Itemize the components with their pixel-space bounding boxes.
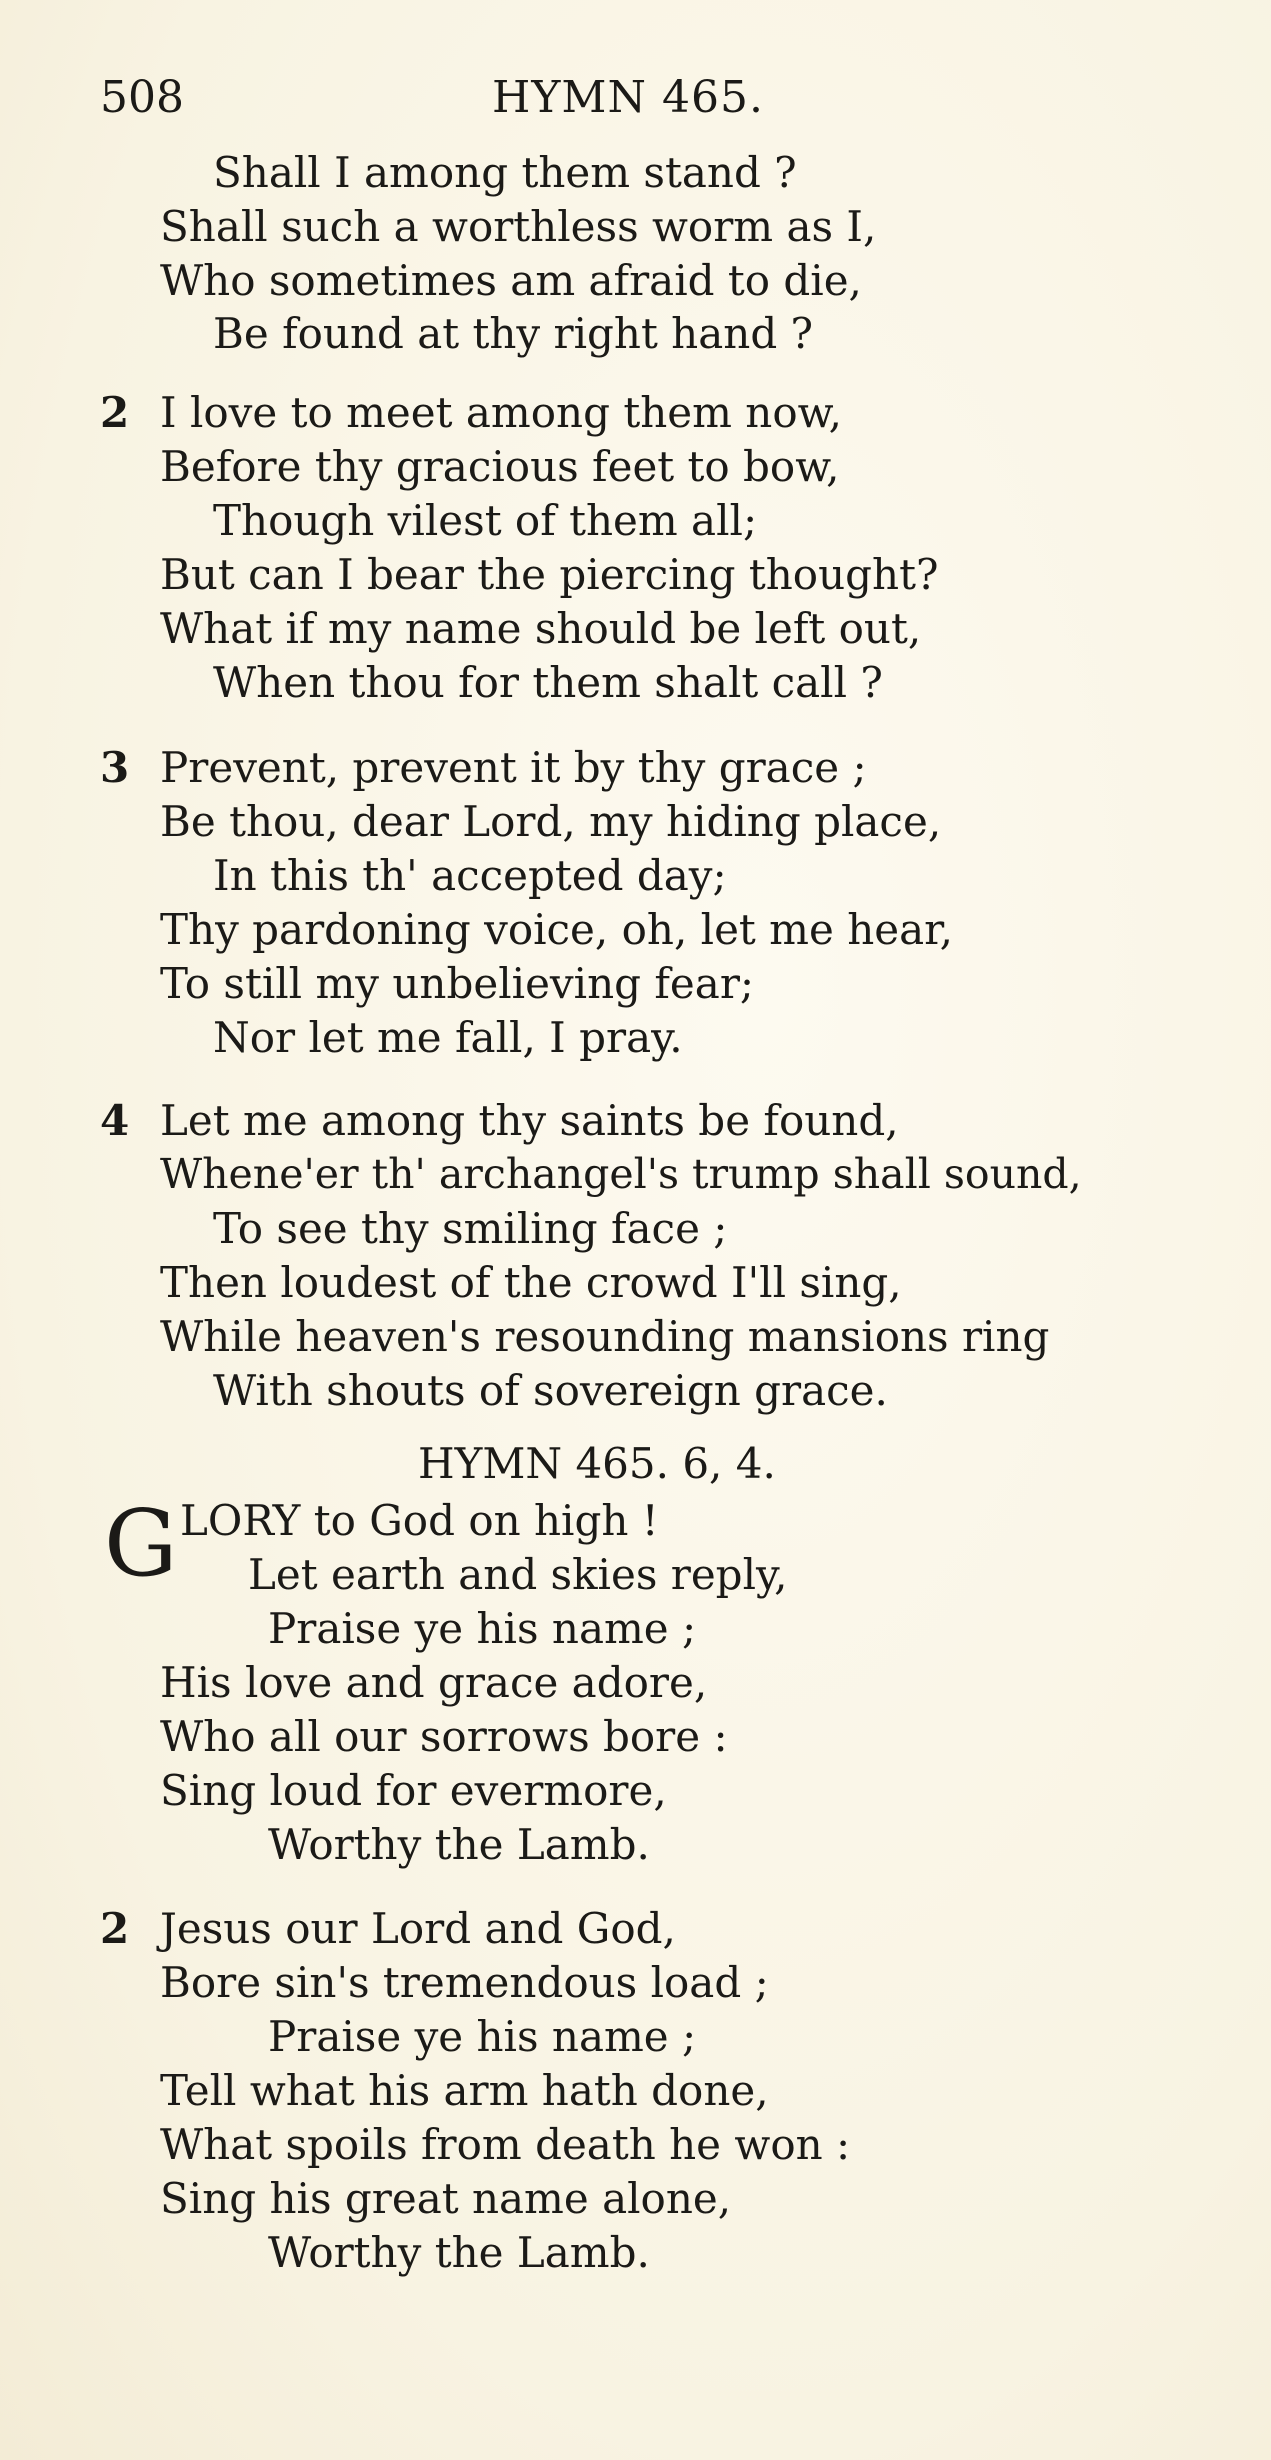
hymn-line: Nor let me fall, I pray.: [213, 1013, 683, 1062]
hymn-line: To see thy smiling face ;: [213, 1204, 728, 1253]
drop-cap: G: [104, 1490, 178, 1597]
hymn-line: While heaven's resounding mansions ring: [160, 1312, 1050, 1361]
stanza-number: 2: [100, 388, 130, 437]
hymn-line: Sing his great name alone,: [160, 2174, 732, 2223]
hymn-heading: HYMN 465. 6, 4.: [418, 1439, 776, 1488]
hymn-line: Thy pardoning voice, oh, let me hear,: [160, 905, 953, 954]
hymn-line: Though vilest of them all;: [213, 496, 758, 545]
page-number: 508: [100, 72, 184, 123]
hymn-line: With shouts of sovereign grace.: [213, 1366, 888, 1415]
hymn-line: Praise ye his name ;: [268, 2012, 697, 2061]
hymn-line: Prevent, prevent it by thy grace ;: [160, 743, 867, 792]
hymn-line: Worthy the Lamb.: [268, 2228, 650, 2277]
hymn-line: Who sometimes am afraid to die,: [160, 256, 862, 305]
hymn-line: Tell what his arm hath done,: [160, 2066, 769, 2115]
hymn-line: Then loudest of the crowd I'll sing,: [160, 1258, 902, 1307]
hymn-line: Who all our sorrows bore :: [160, 1712, 728, 1761]
hymn-line: Let earth and skies reply,: [248, 1550, 788, 1599]
hymn-line: Praise ye his name ;: [268, 1604, 697, 1653]
hymn-line: Sing loud for evermore,: [160, 1766, 667, 1815]
hymn-line: Shall such a worthless worm as I,: [160, 202, 877, 251]
hymn-line: But can I bear the piercing thought?: [160, 550, 939, 599]
hymn-line: I love to meet among them now,: [160, 388, 842, 437]
hymn-line: Jesus our Lord and God,: [160, 1904, 676, 1953]
hymn-line: Bore sin's tremendous load ;: [160, 1958, 769, 2007]
hymn-line: Be found at thy right hand ?: [213, 309, 814, 358]
hymn-line: LORY to God on high !: [180, 1496, 659, 1545]
hymn-line: Let me among thy saints be found,: [160, 1096, 899, 1145]
hymn-line: Before thy gracious feet to bow,: [160, 442, 840, 491]
stanza-number: 4: [100, 1096, 130, 1145]
hymn-line: Whene'er th' archangel's trump shall sound,: [160, 1150, 1082, 1198]
hymn-line: Worthy the Lamb.: [268, 1820, 650, 1869]
hymn-line: Shall I among them stand ?: [213, 148, 797, 197]
hymn-line: What spoils from death he won :: [160, 2120, 851, 2169]
hymn-line: To still my unbelieving fear;: [160, 959, 755, 1008]
stanza-number: 3: [100, 743, 130, 792]
running-title: HYMN 465.: [492, 72, 764, 123]
hymn-line: What if my name should be left out,: [160, 604, 922, 653]
page-header: [100, 72, 1100, 132]
hymn-line: When thou for them shalt call ?: [213, 658, 883, 707]
hymn-line: His love and grace adore,: [160, 1658, 708, 1707]
hymn-line: Be thou, dear Lord, my hiding place,: [160, 797, 942, 846]
hymn-line: In this th' accepted day;: [213, 851, 727, 900]
stanza-number: 2: [100, 1904, 130, 1953]
